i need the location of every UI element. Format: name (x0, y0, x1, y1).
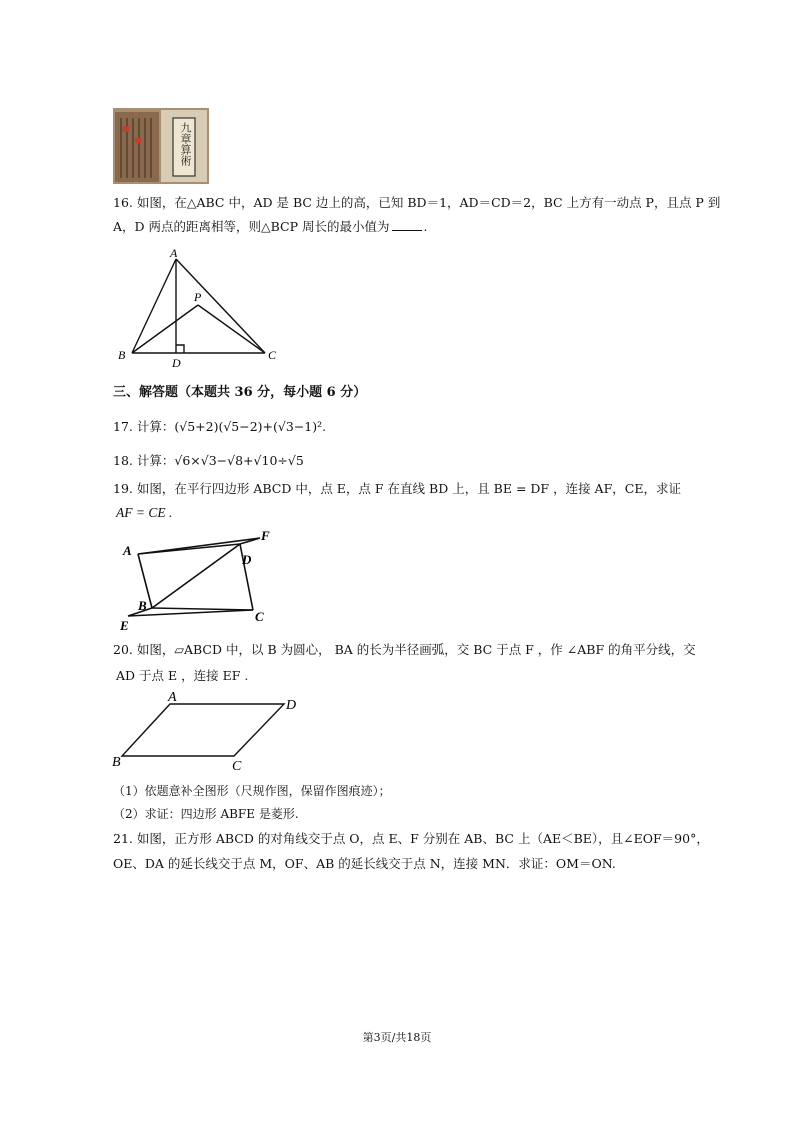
label-B: B (112, 755, 121, 770)
label-A: A (168, 690, 177, 705)
q16-line2-end: . (423, 219, 428, 234)
label-B: B (138, 598, 147, 613)
label-C: C (232, 759, 242, 774)
q18-prefix: 18. 计算： (113, 453, 175, 468)
q16-triangle-figure (110, 245, 290, 370)
q20-line2: AD 于点 E ，连接 EF . (116, 668, 249, 683)
q18 (113, 452, 304, 469)
q18-expression: √6×√3−√8+√10÷√5 (174, 453, 304, 468)
label-D: D (242, 552, 252, 567)
label-D: D (172, 356, 181, 370)
q21-line2: OE、DA 的延长线交于点 M，OF、AB 的延长线交于点 N，连接 MN．求证：OM＝ON. (113, 856, 616, 871)
label-C: C (255, 609, 264, 624)
label-E: E (120, 618, 129, 633)
label-A: A (170, 246, 178, 260)
q20-sub2: （2）求证：四边形 ABFE 是菱形. (113, 807, 299, 821)
label-D: D (286, 698, 297, 713)
q19-line1: 19. 如图，在平行四边形 ABCD 中，点 E，点 F 在直线 BD 上，且 BE = DF ，连接 AF，CE，求证 (113, 481, 681, 496)
label-P: P (194, 290, 202, 304)
q16-line2-text: A，D 两点的距离相等，则△BCP 周长的最小值为 (113, 219, 390, 234)
q16-line2 (113, 218, 428, 235)
answer-blank (392, 218, 422, 231)
q17-expression: (√5+2)(√5−2)+(√3−1)². (174, 419, 327, 434)
q16-line1: 16. 如图，在△ABC 中，AD 是 BC 边上的高，已知 BD＝1，AD＝CD＝2，BC 上方有一动点 P，且点 P 到 (113, 195, 721, 210)
label-B: B (118, 348, 126, 362)
section-heading: 三、解答题（本题共 36 分，每小题 6 分） (113, 385, 367, 400)
q19-line2: AF = CE . (116, 505, 173, 520)
q19-parallelogram-figure (114, 526, 284, 636)
q20-line1: 20. 如图，▱ABCD 中，以 B 为圆心， BA 的长为半径画弧，交 BC 于点 F ，作 ∠ABF 的角平分线，交 (113, 642, 696, 657)
q17-prefix: 17. 计算： (113, 419, 175, 434)
q21-line1: 21. 如图，正方形 ABCD 的对角线交于点 O，点 E、F 分别在 AB、BC 上（AE＜BE），且∠EOF＝90°， (113, 831, 709, 846)
page-footer: 第3页/共18页 (362, 1031, 432, 1044)
label-A: A (123, 543, 132, 558)
q17 (113, 418, 326, 435)
label-F: F (261, 528, 270, 543)
book-title-label: 九章算術 (179, 122, 192, 166)
label-C: C (268, 348, 277, 362)
q20-sub1: （1）依题意补全图形（尺规作图，保留作图痕迹）； (113, 784, 391, 798)
q20-parallelogram-figure (108, 690, 308, 775)
book-photo (113, 108, 209, 184)
